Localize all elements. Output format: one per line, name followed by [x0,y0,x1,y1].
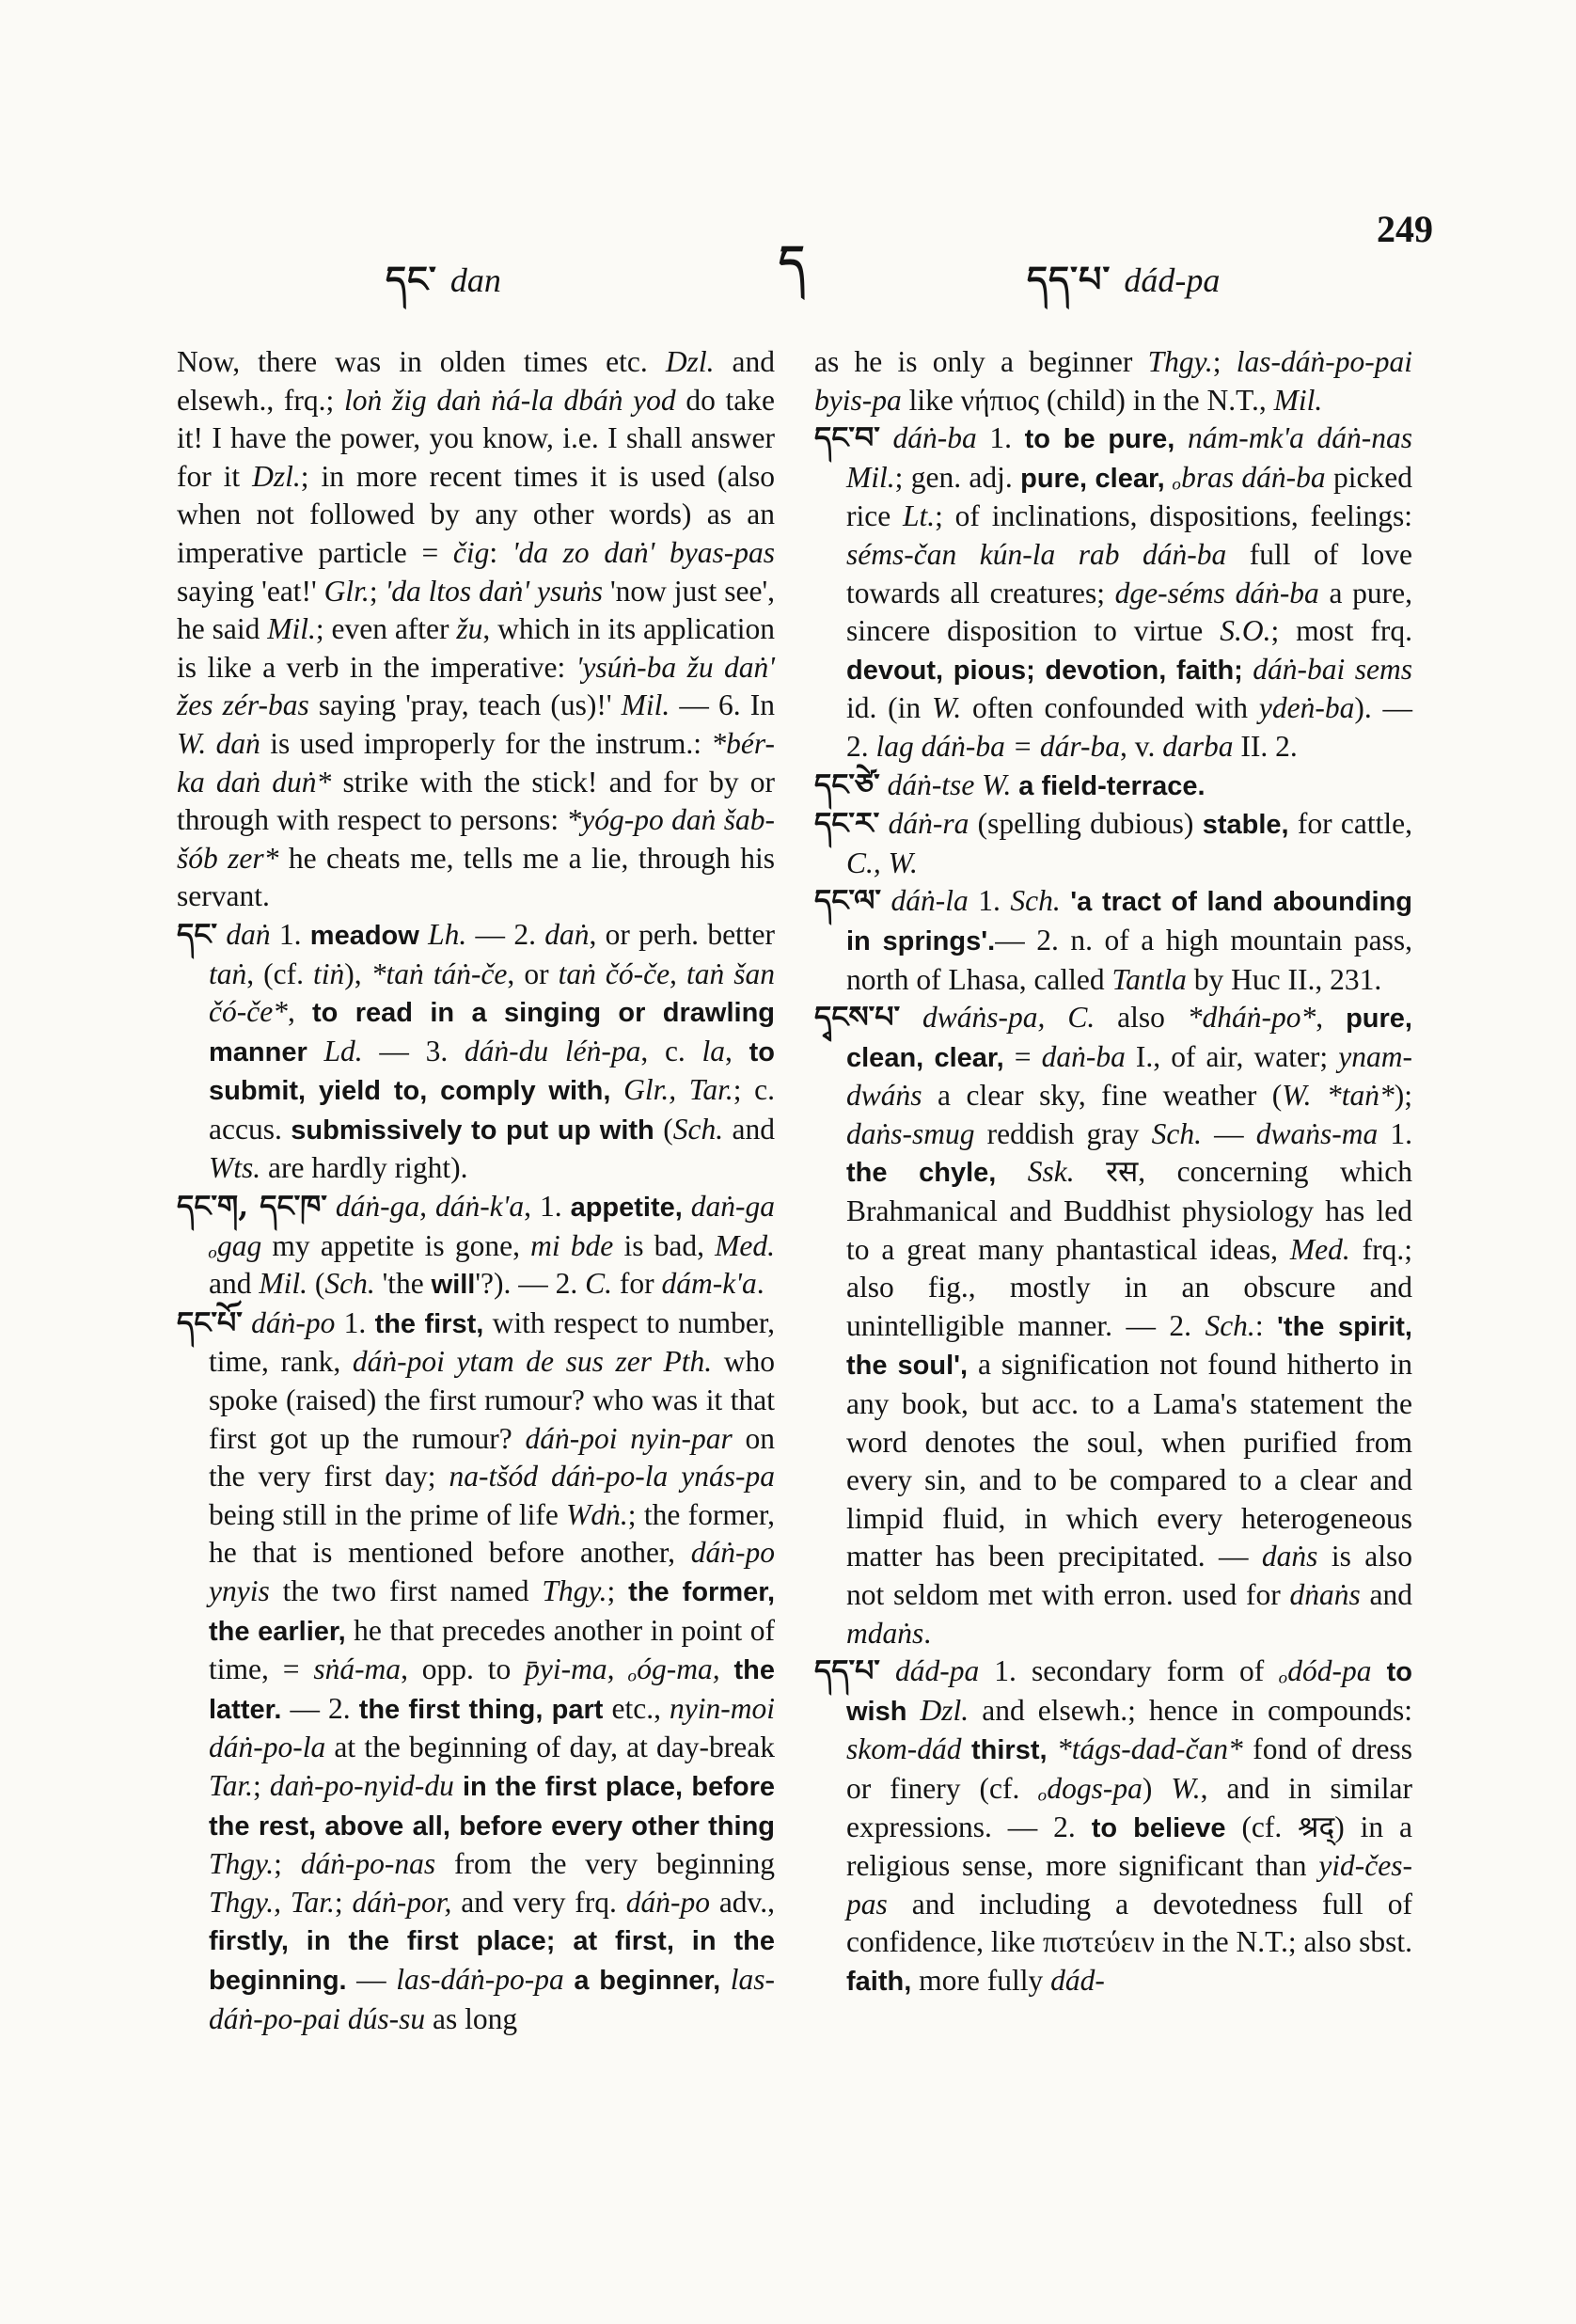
right-column [814,343,1412,2001]
dictionary-entry: དང་བ་ dáṅ-ba 1. to be pure, nám-mk'a dáṅ-nas Mil.; gen. adj. pure, clear, ₒbras dáṅ-ba picked rice Lt.; of inclinations, dispositions, feelings: séms-čan kún-la rab dáṅ-ba full of love towards all creatures; dge-séms dáṅ-ba a pure, sincere disposition to virtue S.O.; most frq. devout, pious; devotion, faith; dáṅ-bai sems id. (in W. often confounded with ydeṅ-ba). — 2. lag dáṅ-ba = dár-ba, v. darba II. 2. [814,420,1413,763]
dictionary-entry: དང་ཙེ་ dáṅ-tse W. a field-terrace. [814,767,1206,802]
section-letter: ད [779,238,805,288]
running-head-right-tibetan: དད་པ་ [1027,258,1111,300]
left-column [177,343,775,2038]
dictionary-entry: དང་ལ་ dáṅ-la 1. Sch. 'a tract of land abounding in springs'.— 2. n. of a high mountain pass, north of Lhasa, called Tantla by Huc II., 231. [814,883,1413,996]
dictionary-entry: དང་ daṅ 1. meadow Lh. — 2. daṅ, or perh. better taṅ, (cf. tiṅ), *taṅ táṅ-če, or taṅ čó-če, taṅ šan čó-če*, to read in a singing or drawling manner Ld. — 3. dáṅ-du léṅ-pa, c. la, to submit, yield to, comply with, Glr., Tar.; c. accus. submissively to put up with (Sch. and Wts. are hardly right). [177,916,776,1185]
running-head-right-word: dád-pa [1124,261,1221,299]
dictionary-entry: དང་ག, དང་ཁ་ dáṅ-ga, dáṅ-k'a, 1. appetite, daṅ-ga ₒgag my appetite is gone, mi bde is bad, Med. and Mil. (Sch. 'the will'?). — 2. C. for dám-k'a. [177,1189,776,1301]
dictionary-entry: དང་པོ་ dáṅ-po 1. the first, with respect to number, time, rank, dáṅ-poi ytam de sus zer Pth. who spoke (raised) the first rumour? who was it that first got up the rumour? dáṅ-poi nyin-par on the very first day; na-tšód dáṅ-po-la ynás-pa being still in the prime of life Wdṅ.; the former, he that is mentioned before another, dáṅ-po ynyis the two first named Thgy.; the former, the earlier, he that precedes another in point of time, = sṅá-ma, opp. to p̄yi-ma, ₒóg-ma, the latter. — 2. the first thing, part etc., nyin-moi dáṅ-po-la at the beginning of day, at day-break Tar.; daṅ-po-nyid-du in the first place, before the rest, above all, before every other thing Thgy.; dáṅ-po-nas from the very beginning Thgy., Tar.; dáṅ-por, and very frq. dáṅ-po adv., firstly, in the first place; at first, in the beginning. — las-dáṅ-po-pa a beginner, las-dáṅ-po-pai dús-su as long [177,1304,776,2035]
running-head-left-tibetan: དང་ [386,258,437,300]
running-head-left [386,240,501,340]
running-head-left-word: dan [449,261,501,299]
continued-entry-text: as he is only a beginner Thgy.; las-dáṅ-po-pai byis-pa like νήπιος (child) in the N.T., Mil. [814,345,1412,417]
dictionary-entry: དད་པ་ dád-pa 1. secondary form of ₒdód-pa to wish Dzl. and elsewh.; hence in compounds: skom-dád thirst, *tágs-dad-čan* fond of dress or finery (cf. ₒdogs-pa) W., and in similar expressions. — 2. to believe (cf. श्रद्) in a religious sense, more significant than yid-čes-pas and including a devotedness full of confidence, like πιστεύειν in the N.T.; also sbst. faith, more fully dád- [814,1653,1413,1997]
running-head-right [1027,240,1220,340]
page-number: 249 [1377,208,1433,250]
dictionary-entry: དང་ར་ dáṅ-ra (spelling dubious) stable, for cattle, C., W. [814,806,1412,879]
dictionary-entry: དྭངས་པ་ dwáṅs-pa, C. also *dháṅ-po*, pure, clean, clear, = daṅ-ba I., of air, water; ynam-dwáṅs a clear sky, fine weather (W. *taṅ*); daṅs-smug reddish gray Sch. — dwaṅs-ma 1. the chyle, Ssk. रस, concerning which Brahmanical and Buddhist physiology has led to a great many phantastical ideas, Med. frq.; also fig., mostly in an obscure and unintelligible manner. — 2. Sch.: 'the spirit, the soul', a signification not found hitherto in any book, but acc. to a Lama's statement the word denotes the soul, when purified from every sin, and to be compared to a clear and limpid fluid, in which every heterogeneous matter has been precipitated. — daṅs is also not seldom met with erron. used for dṅaṅs and mdaṅs. [814,1000,1413,1650]
continued-entry-text: Now, there was in olden times etc. Dzl. and elsewh., frq.; loṅ žig daṅ ṅá-la dbáṅ yod do take it! I have the power, you know, i.e. I shall answer for it Dzl.; in more recent times it is used (also when not followed by any other words) as an imperative particle = čig: 'da zo daṅ' byas-pas saying 'eat!' Glr.; 'da ltos daṅ' ysuṅs 'now just see', he said Mil.; even after žu, which in its application is like a verb in the imperative: 'ysúṅ-ba žu daṅ' žes zér-bas saying 'pray, teach (us)!' Mil. — 6. In W. daṅ is used improperly for the instrum.: *bér-ka daṅ duṅ* strike with the stick! and for by or through with respect to persons: *yóg-po daṅ šab-šób zer* he cheats me, tells me a lie, through his servant. [177,345,776,913]
